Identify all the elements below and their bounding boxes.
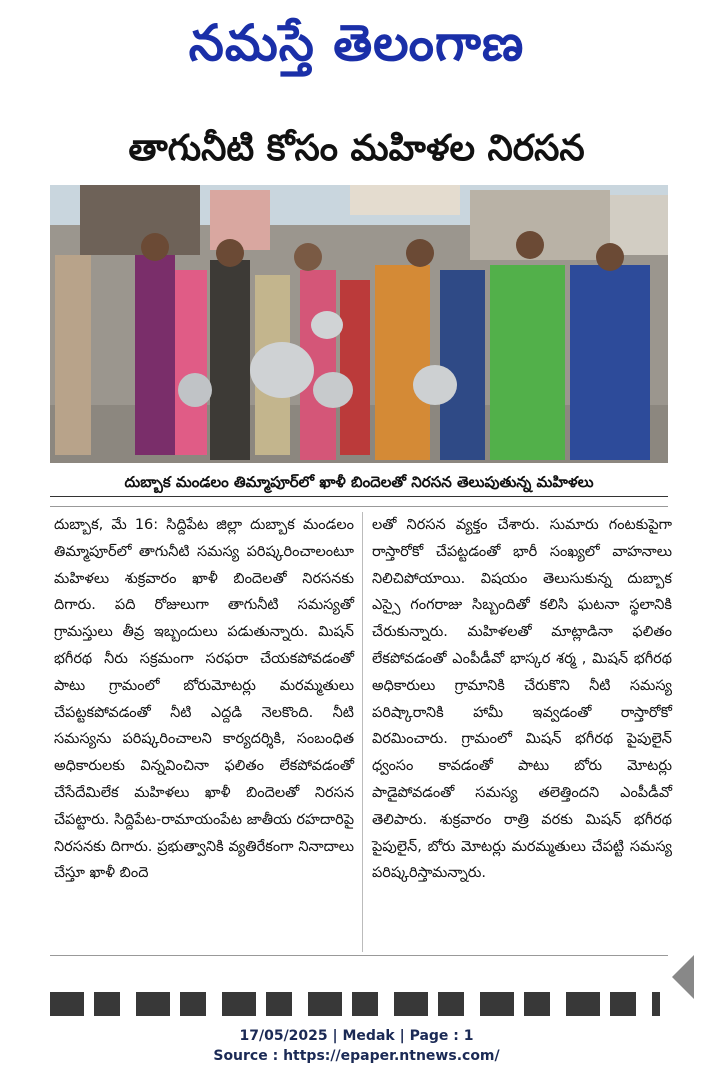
next-article-cropped-headline	[50, 992, 660, 1016]
article-headline: తాగునీటి కోసం మహిళల నిరసన	[128, 128, 585, 169]
page-footer	[0, 1026, 713, 1066]
footer-date-edition: 17/05/2025 | Medak | Page : 1	[239, 1028, 474, 1044]
article-body-left: దుబ్బాక, మే 16: సిద్దిపేట జిల్లా దుబ్బాక మండలం తిమ్మాపూర్‌లో తాగునీటి సమస్య పరిష్కరించాలంటూ మహిళలు శుక్రవారం ఖాళీ బిందెలతో నిరసనకు దిగారు. పది రోజులుగా తాగునీటి సమస్యతో గ్రామస్తులు తీవ్ర ఇబ్బందులు పడుతున్నారు. మిషన్ భగీరథ నీరు సక్రమంగా సరఫరా చేయకపోవడంతో పాటు గ్రామంలో బోరుమోటర్లు మరమ్మతులు చేపట్టకపోవడంతో నీటి ఎద్దడి నెలకొంది. నీటి సమస్యను పరిష్కరించాలని కార్యదర్శికి, సంబంధిత అధికారులకు విన్నవించినా ఫలితం లేకపోవడంతో చేసేదేమిలేక మహిళలు ఖాళీ బిందెలతో నిరసన చేపట్టారు. సిద్దిపేట-రామాయంపేట జాతీయ రహదారిపై నిరసనకు దిగారు. ప్రభుత్వానికి వ్యతిరేకంగా నినాదాలు చేస్తూ ఖాళీ బిందె	[54, 517, 354, 882]
photo-caption: దుబ్బాక మండలం తిమ్మాపూర్‌లో ఖాళీ బిందెలతో నిరసన తెలుపుతున్న మహిళలు	[50, 468, 668, 497]
article-column-left	[54, 512, 354, 887]
divider	[50, 506, 668, 507]
masthead-title: నమస్తే తెలంగాణ	[188, 13, 525, 72]
news-photo	[50, 185, 668, 463]
masthead	[0, 6, 713, 86]
column-divider	[362, 512, 363, 952]
footer-source[interactable]: Source : https://epaper.ntnews.com/	[213, 1048, 500, 1064]
article-column-right	[372, 512, 672, 887]
divider	[50, 955, 668, 956]
page-turn-arrow-icon[interactable]	[672, 955, 694, 999]
article-body-right: లతో నిరసన వ్యక్తం చేశారు. సుమారు గంటకుపైగా రాస్తారోకో చేపట్టడంతో భారీ సంఖ్యలో వాహనాలు నిలిచిపోయాయి. విషయం తెలుసుకున్న దుబ్బాక ఎస్సై గంగరాజు సిబ్బందితో కలిసి ఘటనా స్థలానికి చేరుకున్నారు. మహిళలతో మాట్లాడినా ఫలితం లేకపోవడంతో ఎంపీడీవో భాస్కర శర్మ , మిషన్ భగీరథ అధికారులు గ్రామానికి చేరుకొని నీటి సమస్య పరిష్కారానికి హామీ ఇవ్వడంతో రాస్తారోకో విరమించారు. గ్రామంలో మిషన్ భగీరథ పైపులైన్ ధ్వంసం కావడంతో పాటు బోరు మోటర్లు పాడైపోవడంతో సమస్య తలెత్తిందని ఎంపీడీవో తెలిపారు. శుక్రవారం రాత్రి వరకు మిషన్ భగీరథ పైపులైన్, బోరు మోటర్లు మరమ్మతులు చేపట్టి సమస్య పరిష్కరిస్తామన్నారు.	[372, 517, 672, 882]
